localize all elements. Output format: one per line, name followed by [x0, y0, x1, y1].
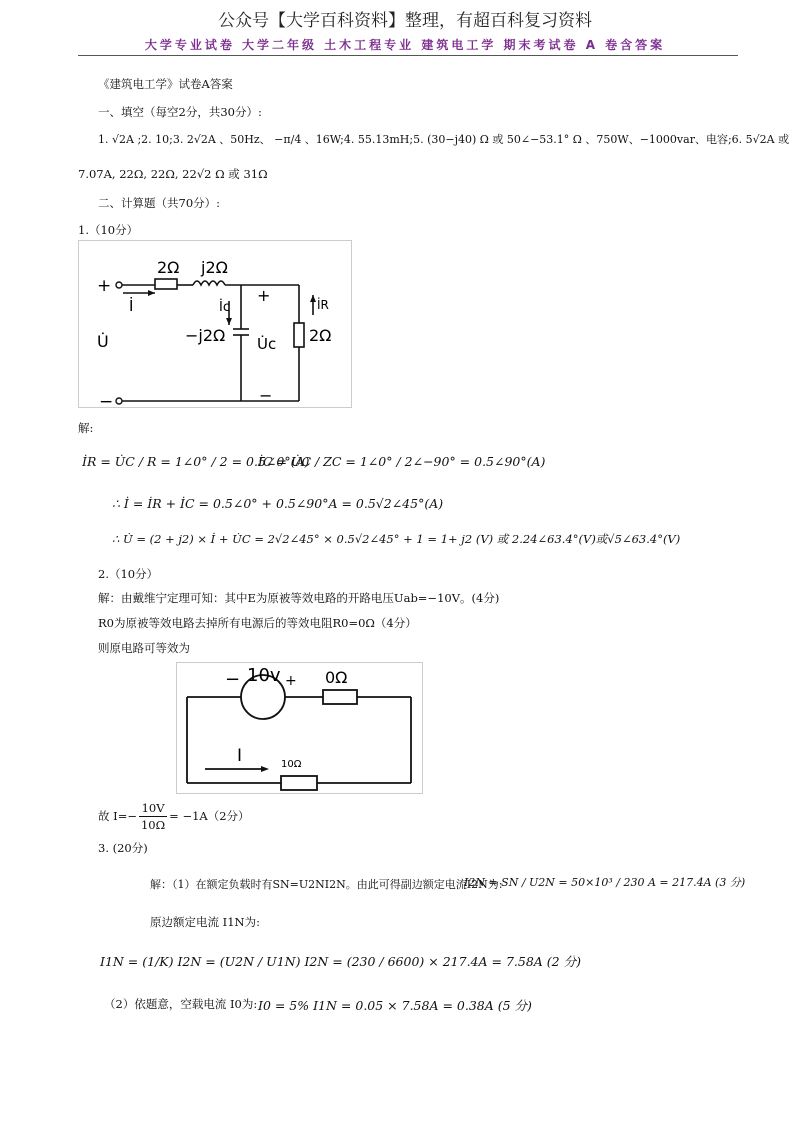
source-plus: + [285, 673, 297, 689]
q2-text-line3: 则原电路可等效为 [98, 641, 190, 655]
circuit-diagram-1 [78, 240, 352, 408]
q2-result-denominator: 10Ω [140, 817, 166, 832]
question-2-label: 2.（10分） [98, 567, 159, 581]
q3-text-line4: （2）依题意，空载电流 I0为: [104, 997, 258, 1011]
voltage-uc-label: U̇c [257, 335, 277, 353]
equation-u: ∴ U̇ = (2 + j2) × İ + U̇C = 2√2∠45° × 0.5√2∠45° + 1 = 1+ j2 (V) 或 2.24∠63.4°(V)或√5∠63.4°(V) [112, 532, 681, 546]
fill-answer-line2: 7.07A, 22Ω, 22Ω, 22√2 Ω 或 31Ω [78, 167, 268, 181]
q2-result-numerator: 10V [139, 800, 167, 817]
current-i2-label: I [237, 746, 243, 766]
q2-result: 故 I= − $\frac{10V}{10\Omega}$ = −1A（2分） [98, 800, 250, 832]
q3-text-line1: 解：（1）在额定负载时有SN=U2NI2N。由此可得副边额定电流I2N为: [150, 878, 503, 891]
current-i-label: İ [129, 297, 134, 315]
equation-ir: İR = U̇C / R = 1∠0° / 2 = 0.5∠0°(A) [82, 454, 310, 469]
q3-equation-i0: I0 = 5% I1N = 0.05 × 7.58A = 0.38A (5 分) [258, 998, 532, 1013]
current-ic-label: İc [219, 300, 230, 315]
doc-header: 公众号【大学百科资料】整理，有超百科复习资料 [218, 11, 592, 31]
q2-result-prefix: 故 I= [98, 809, 128, 823]
voltage-u-label: U̇ [97, 332, 109, 351]
q2-text-line2: R0为原被等效电路去掉所有电源后的等效电阻R0=0Ω（4分） [98, 616, 417, 630]
q2-text-line1: 解：由戴维宁定理可知：其中E为原被等效电路的开路电压Uab=−10V。(4分) [98, 591, 500, 605]
source-minus: − [225, 669, 241, 690]
q3-equation-i1n: I1N = (1/K) I2N = (U2N / U1N) I2N = (230 / 6600) × 217.4A = 7.58A (2 分) [100, 954, 581, 969]
exam-title: 《建筑电工学》试卷A答案 [98, 77, 233, 91]
section-fill-blank: 一、填空（每空2分，共30分）: [98, 105, 262, 119]
minus-sign-left: − [99, 392, 114, 408]
load-resistor-label: 10Ω [281, 759, 302, 770]
equation-ic: İC = U̇C / ZC = 1∠0° / 2∠−90° = 0.5∠90°(A) [258, 454, 546, 469]
solution-label: 解: [78, 421, 94, 435]
source-voltage-label: 10v [247, 665, 281, 686]
plus-sign-uc: + [257, 286, 271, 305]
resistor-2ohm-label: 2Ω [157, 258, 180, 277]
resistor-load-label: 2Ω [309, 326, 332, 345]
question-3-label: 3. (20分) [98, 841, 148, 855]
q2-result-fraction [139, 800, 167, 833]
minus-sign-uc: − [259, 386, 273, 405]
q2-result-suffix: = −1A（2分） [169, 809, 250, 823]
question-1-label: 1.（10分） [78, 223, 139, 237]
inductor-label: j2Ω [201, 258, 228, 277]
r0-label: 0Ω [325, 668, 348, 687]
equation-i-total: ∴ İ = İR + İC = 0.5∠0° + 0.5∠90°A = 0.5√2∠45°(A) [112, 496, 444, 511]
fill-answer-line1: 1. √2A ;2. 10;3. 2√2A 、50Hz、 −π/4 、16W;4. 55.13mH;5. (30−j40) Ω 或 50∠−53.1° Ω 、750W、−1000var、电容;6. 5√2A 或 [98, 133, 790, 146]
doc-subtitle: 大学专业试卷 大学二年级 土木工程专业 建筑电工学 期末考试卷 A 卷含答案 [144, 38, 666, 52]
header-divider [78, 55, 738, 56]
q3-equation-i2n: I2N = SN / U2N = 50×10³ / 230 A = 217.4A (3 分) [464, 876, 746, 889]
circuit-diagram-2 [176, 662, 423, 794]
section-calculation: 二、计算题（共70分）: [98, 196, 221, 210]
plus-sign-left: + [97, 276, 112, 296]
q3-text-line2: 原边额定电流 I1N为: [150, 915, 260, 929]
current-ir-label: İR [317, 298, 329, 312]
capacitor-label: −j2Ω [185, 326, 226, 345]
